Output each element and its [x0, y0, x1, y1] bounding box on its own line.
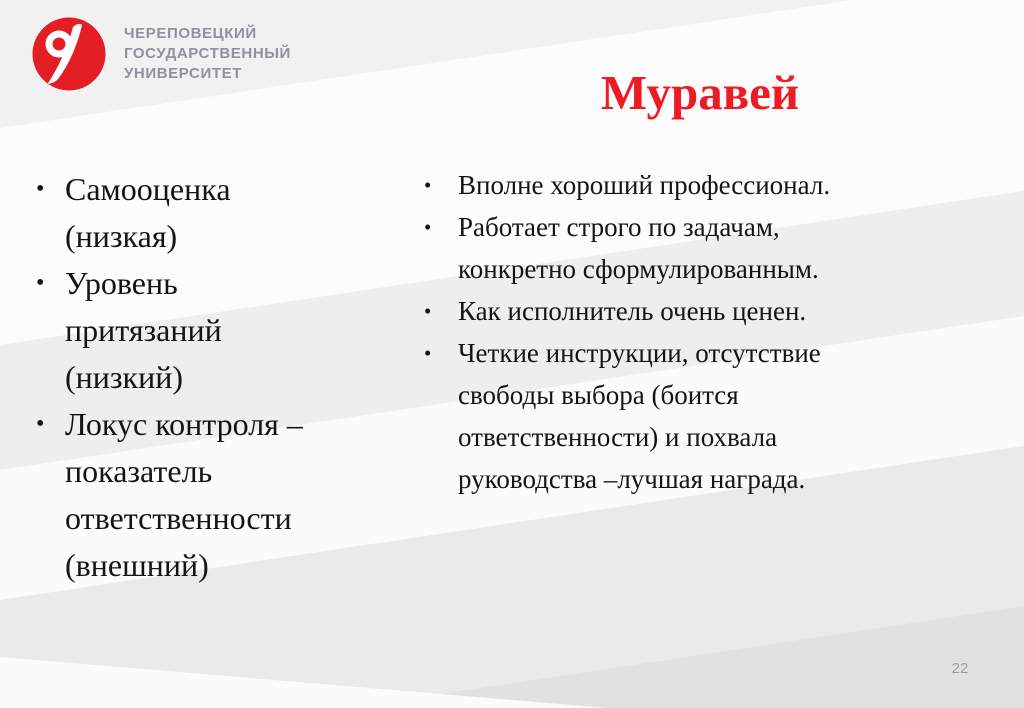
bullet-icon: •	[424, 341, 432, 365]
bullet-item	[36, 401, 366, 589]
bullet-item	[424, 290, 914, 332]
bullet-icon: •	[424, 299, 432, 323]
bullet-text: Работает строго по задачам, конкретно сформулированным.	[458, 212, 819, 284]
university-logo	[32, 17, 291, 91]
bullet-text: Самооценка (низкая)	[65, 171, 231, 254]
slide-title: Муравей	[600, 65, 800, 120]
bullet-icon: •	[424, 215, 432, 239]
bullet-text: Локус контроля – показатель ответственности (внешний)	[65, 406, 303, 583]
bullet-item	[424, 206, 914, 290]
bullet-item	[424, 332, 914, 500]
bullet-icon: •	[36, 176, 45, 202]
chsu-monogram-icon	[32, 17, 106, 91]
bullet-icon: •	[36, 411, 45, 437]
right-bullet-list	[424, 164, 914, 500]
page-number: 22	[951, 660, 969, 677]
university-name-line3: УНИВЕРСИТЕТ	[124, 65, 242, 82]
university-name-line2: ГОСУДАРСТВЕННЫЙ	[124, 45, 291, 62]
bullet-item	[36, 166, 366, 260]
bullet-icon: •	[36, 270, 45, 296]
bullet-text: Уровень притязаний (низкий)	[65, 265, 222, 395]
university-name-line1: ЧЕРЕПОВЕЦКИЙ	[124, 25, 257, 42]
bullet-text: Вполне хороший профессионал.	[458, 170, 831, 200]
bullet-item	[36, 260, 366, 401]
bullet-item	[424, 164, 914, 206]
bullet-text: Четкие инструкции, отсутствие свободы выбора (боится ответственности) и похвала руководства –лучшая награда.	[458, 338, 821, 494]
university-name	[124, 24, 291, 84]
bullet-text: Как исполнитель очень ценен.	[458, 296, 807, 326]
bullet-icon: •	[424, 173, 432, 197]
left-bullet-list	[36, 166, 366, 589]
